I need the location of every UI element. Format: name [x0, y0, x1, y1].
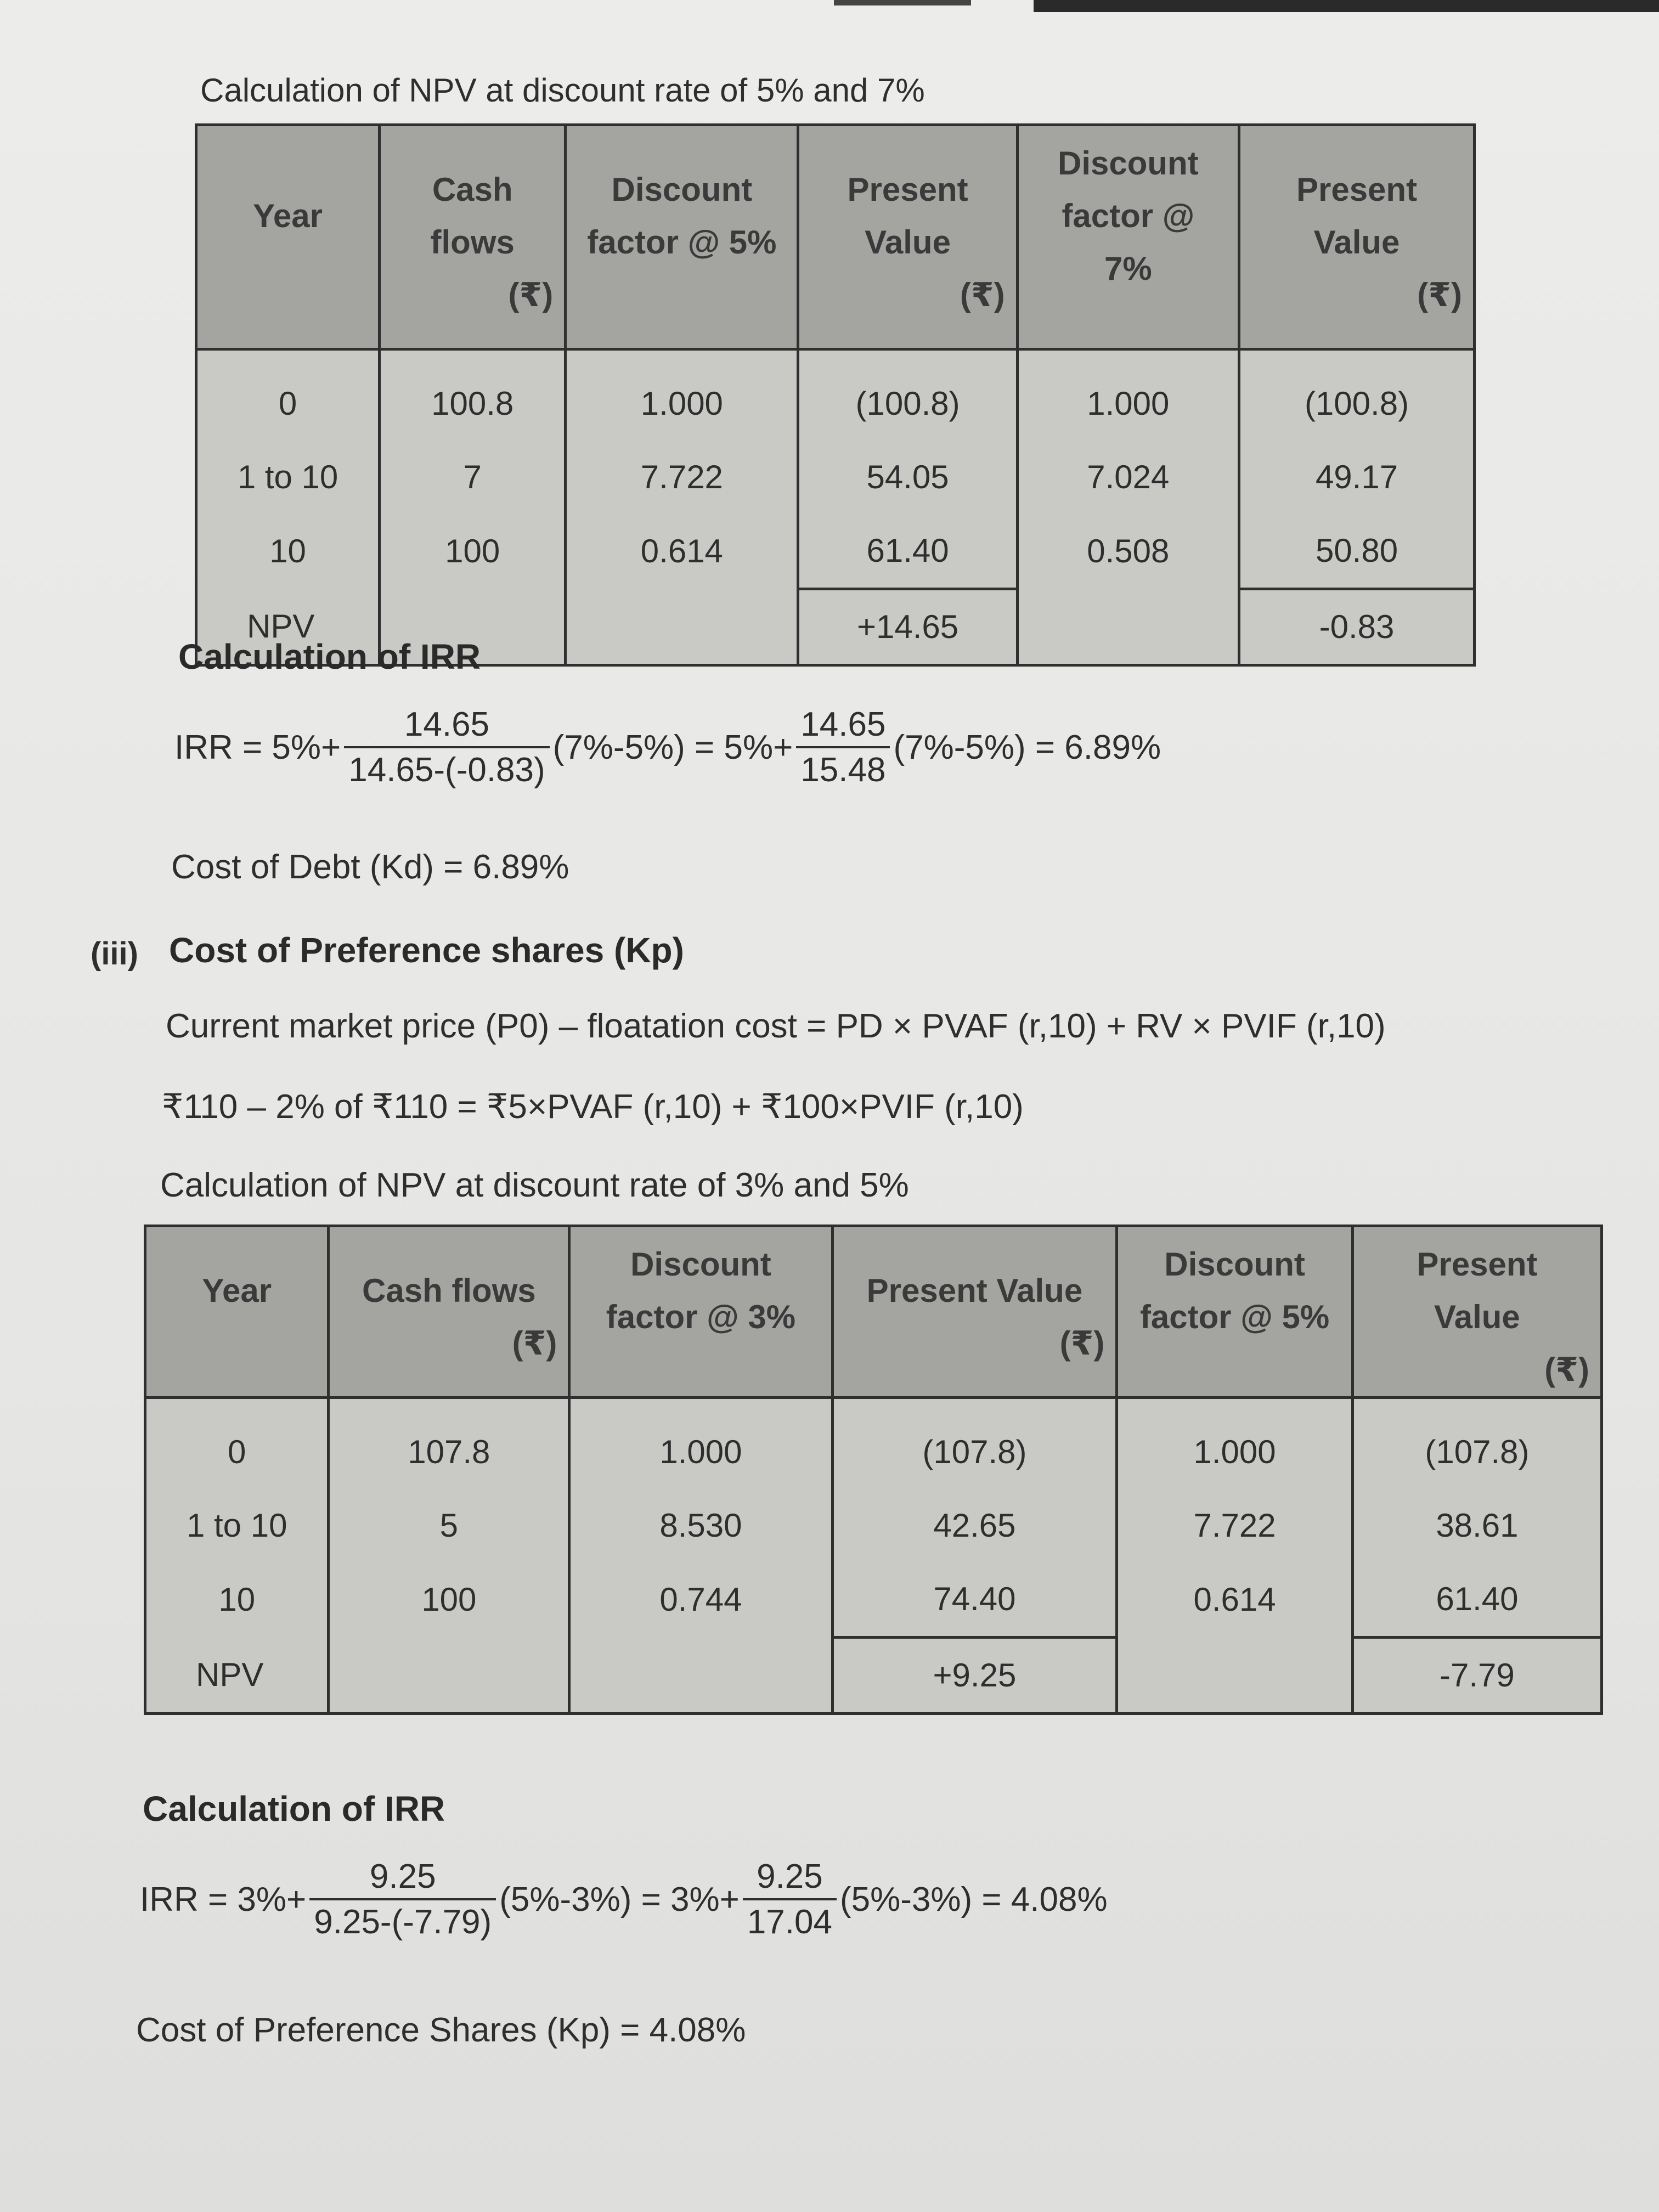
table-cell: 100: [380, 514, 566, 589]
column-header-unit: [571, 1344, 831, 1396]
column-header-label: Present Value: [1417, 1246, 1538, 1335]
table-cell: 7.722: [1117, 1489, 1352, 1562]
table-cell: 61.40: [798, 514, 1017, 589]
table-row: [196, 441, 1475, 514]
table-cell: 61.40: [1352, 1562, 1601, 1638]
column-header-label: Cash flows: [430, 171, 515, 261]
irr2-frac1-numerator: 9.25: [309, 1857, 496, 1900]
column-header-unit: [567, 269, 797, 321]
column-header-unit: (₹): [1059, 1325, 1105, 1362]
section-numeral: (iii): [91, 936, 138, 972]
table-cell: 38.61: [1352, 1489, 1601, 1562]
irr1-fraction-1: [344, 705, 549, 789]
column-header-unit: (₹): [1417, 276, 1462, 313]
table-cell: [1117, 1638, 1352, 1714]
irr2-fraction-2: [743, 1857, 837, 1942]
table-cell: 54.05: [798, 441, 1017, 514]
column-header: [1017, 125, 1239, 349]
table-cell: [1017, 589, 1239, 665]
column-header: [380, 125, 566, 349]
irr1-middle: (7%-5%) = 5%+: [552, 728, 793, 766]
column-header-unit: (₹): [512, 1325, 557, 1362]
npv-table-3-5: [144, 1224, 1603, 1715]
irr1-fraction-2: [796, 705, 890, 789]
table-cell: 0.614: [1117, 1562, 1352, 1638]
table-cell: 5: [329, 1489, 569, 1562]
table-row: [196, 514, 1475, 589]
table-cell: [566, 589, 798, 665]
column-header: [798, 125, 1017, 349]
irr-heading-2: Calculation of IRR: [143, 1789, 445, 1829]
irr-equation-1: [174, 705, 1161, 789]
irr-equation-2: [140, 1857, 1108, 1942]
irr-heading-1: Calculation of IRR: [178, 637, 481, 676]
table-cell: 0: [145, 1398, 329, 1489]
table-cell: NPV: [145, 1638, 329, 1714]
table-cell: 7.024: [1017, 441, 1239, 514]
table-cell: 1.000: [569, 1398, 832, 1489]
table-cell: 100.8: [380, 349, 566, 441]
irr2-rhs: (5%-3%) = 4.08%: [839, 1880, 1108, 1918]
column-header-label: Discount factor @ 5%: [587, 171, 777, 261]
column-header-label: Present Value: [1296, 171, 1418, 261]
column-header: [1352, 1226, 1601, 1398]
table-cell: 7.722: [566, 441, 798, 514]
table-cell: (107.8): [1352, 1398, 1601, 1489]
column-header-label: Year: [202, 1272, 272, 1309]
irr2-lhs: IRR = 3%+: [140, 1880, 307, 1918]
table-cell: 74.40: [832, 1562, 1117, 1638]
table-cell: 1.000: [1017, 349, 1239, 441]
column-header-unit: (₹): [508, 276, 554, 313]
irr2-middle: (5%-3%) = 3%+: [499, 1880, 740, 1918]
table2-caption: Calculation of NPV at discount rate of 3% and 5%: [160, 1166, 909, 1204]
column-header-label: Year: [253, 198, 323, 234]
table-cell: (100.8): [798, 349, 1017, 441]
table-cell: (100.8): [1239, 349, 1475, 441]
table-cell: 1.000: [566, 349, 798, 441]
table-cell: 0: [196, 349, 380, 441]
table-cell: (107.8): [832, 1398, 1117, 1489]
column-header-unit: [1019, 295, 1238, 348]
table-cell: +14.65: [798, 589, 1017, 665]
table-cell: NPV: [196, 589, 380, 665]
table-row: [196, 349, 1475, 441]
table-cell: -7.79: [1352, 1638, 1601, 1714]
column-header: [329, 1226, 569, 1398]
column-header: [569, 1226, 832, 1398]
cost-of-debt-result: Cost of Debt (Kd) = 6.89%: [171, 848, 569, 886]
table-cell: 8.530: [569, 1489, 832, 1562]
table-cell: 1.000: [1117, 1398, 1352, 1489]
table1-caption: Calculation of NPV at discount rate of 5% and 7%: [200, 72, 925, 109]
table-cell: 0.744: [569, 1562, 832, 1638]
header-bar: [1034, 0, 1659, 12]
table-cell: -0.83: [1239, 589, 1475, 665]
irr1-frac1-numerator: 14.65: [344, 705, 549, 748]
preference-shares-heading: Cost of Preference shares (Kp): [169, 930, 684, 970]
irr1-frac2-numerator: 14.65: [796, 705, 890, 748]
column-header-unit: [198, 242, 378, 295]
irr2-frac2-denominator: 17.04: [747, 1903, 832, 1941]
irr1-frac1-denominator: 14.65-(-0.83): [348, 751, 545, 789]
column-header-label: Cash flows: [362, 1272, 536, 1309]
irr2-frac2-numerator: 9.25: [743, 1857, 837, 1900]
header-decoration: [834, 0, 971, 5]
column-header-label: Present Value: [847, 171, 968, 261]
table-cell: 10: [196, 514, 380, 589]
irr1-lhs: IRR = 5%+: [174, 728, 341, 766]
table-cell: 42.65: [832, 1489, 1117, 1562]
table-cell: 50.80: [1239, 514, 1475, 589]
column-header: [566, 125, 798, 349]
column-header-label: Discount factor @ 3%: [606, 1246, 796, 1335]
table-row: [145, 1638, 1602, 1714]
table-cell: [329, 1638, 569, 1714]
table-cell: 10: [145, 1562, 329, 1638]
table-cell: 100: [329, 1562, 569, 1638]
cost-of-preference-result: Cost of Preference Shares (Kp) = 4.08%: [136, 2011, 746, 2049]
irr2-frac1-denominator: 9.25-(-7.79): [314, 1903, 492, 1941]
column-header-unit: [1118, 1344, 1351, 1396]
column-header-label: Present Value: [866, 1272, 1083, 1309]
table-cell: 49.17: [1239, 441, 1475, 514]
column-header: [196, 125, 380, 349]
column-header-unit: (₹): [960, 276, 1005, 313]
table-cell: [569, 1638, 832, 1714]
table-row: [145, 1489, 1602, 1562]
table-row: [145, 1562, 1602, 1638]
column-header-label: Discount factor @ 5%: [1139, 1246, 1330, 1335]
column-header-unit: [146, 1317, 327, 1370]
table-cell: 107.8: [329, 1398, 569, 1489]
column-header: [1117, 1226, 1352, 1398]
table-cell: 0.508: [1017, 514, 1239, 589]
column-header: [832, 1226, 1117, 1398]
table-cell: 1 to 10: [145, 1489, 329, 1562]
column-header-unit: (₹): [1544, 1351, 1589, 1388]
irr1-frac2-denominator: 15.48: [800, 751, 886, 789]
irr1-rhs: (7%-5%) = 6.89%: [893, 728, 1161, 766]
formula-line-2: ₹110 – 2% of ₹110 = ₹5×PVAF (r,10) + ₹100×PVIF (r,10): [162, 1088, 1024, 1126]
irr2-fraction-1: [309, 1857, 496, 1942]
npv-table-5-7: [195, 123, 1476, 667]
table-cell: +9.25: [832, 1638, 1117, 1714]
table-cell: 1 to 10: [196, 441, 380, 514]
table-row: [145, 1398, 1602, 1489]
formula-line-1: Current market price (P0) – floatation cost = PD × PVAF (r,10) + RV × PVIF (r,10): [166, 1007, 1386, 1045]
table-cell: 7: [380, 441, 566, 514]
table-cell: 0.614: [566, 514, 798, 589]
column-header: [145, 1226, 329, 1398]
column-header: [1239, 125, 1475, 349]
column-header-label: Discount factor @ 7%: [1058, 145, 1199, 287]
